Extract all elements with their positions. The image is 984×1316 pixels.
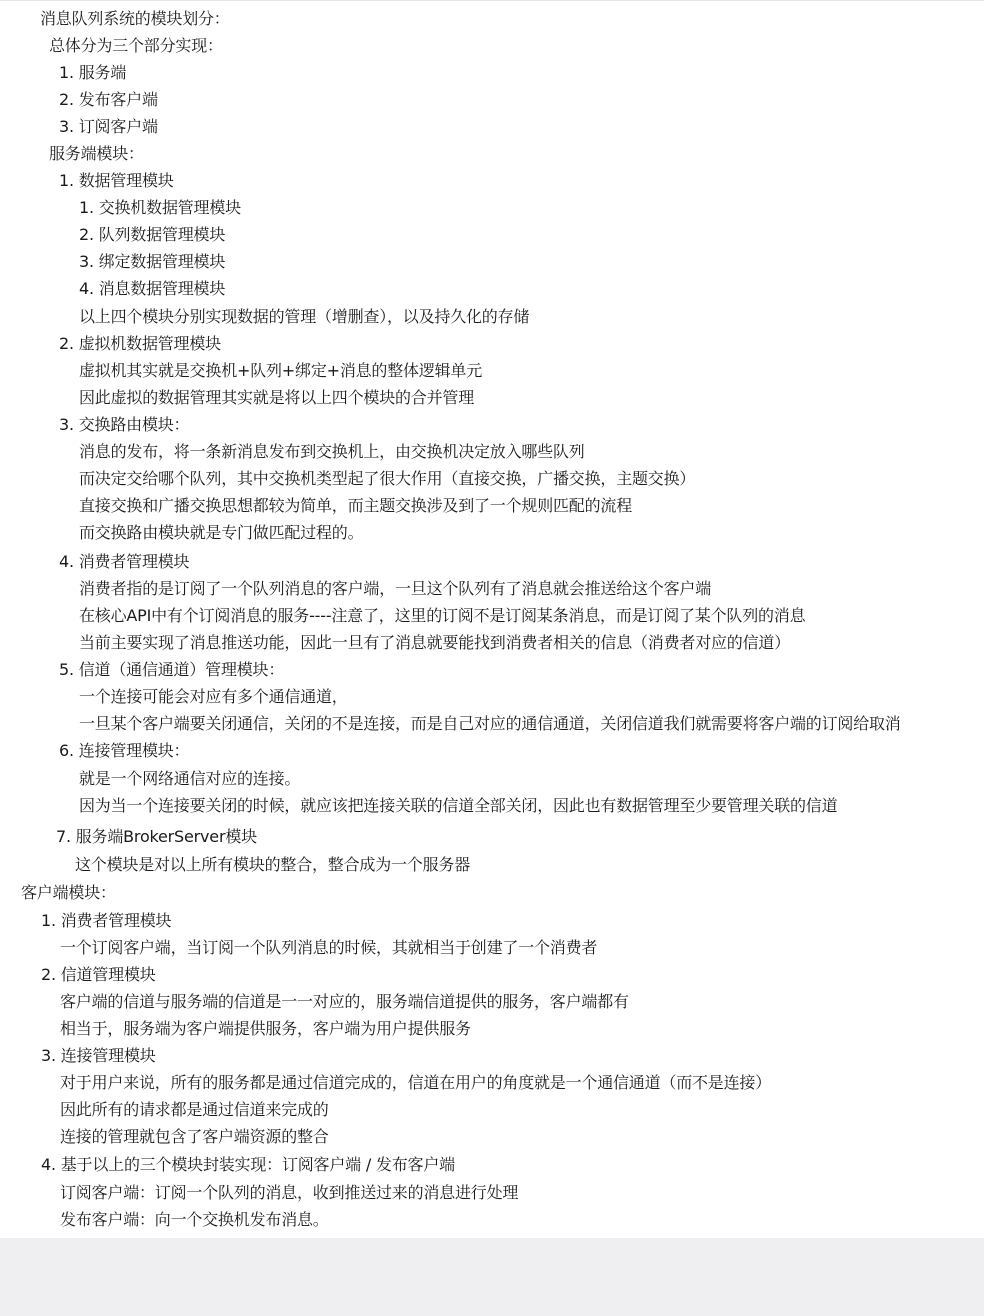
client-item-4-note-2: 发布客户端：向一个交换机发布消息。 [60, 1210, 329, 1229]
server-item-3-note-4: 而交换路由模块就是专门做匹配过程的。 [79, 523, 364, 542]
client-item-4: 4. 基于以上的三个模块封装实现：订阅客户端 / 发布客户端 [41, 1155, 455, 1174]
server-item-5: 5. 信道（通信通道）管理模块： [59, 660, 285, 679]
client-item-2: 2. 信道管理模块 [41, 965, 156, 984]
client-item-2-note-1: 客户端的信道与服务端的信道是一一对应的，服务端信道提供的服务，客户端都有 [60, 992, 629, 1011]
server-item-6-note-2: 因为当一个连接要关闭的时候，就应该把连接关联的信道全部关闭，因此也有数据管理至少要管理关联的信道 [79, 796, 838, 815]
overview-item-1: 1. 服务端 [59, 63, 127, 82]
server-item-1: 1. 数据管理模块 [59, 171, 174, 190]
server-item-3-note-2: 而决定交给哪个队列，其中交换机类型起了很大作用（直接交换，广播交换，主题交换） [79, 469, 696, 488]
server-item-3-note-3: 直接交换和广播交换思想都较为简单，而主题交换涉及到了一个规则匹配的流程 [79, 496, 633, 515]
client-item-2-note-2: 相当于，服务端为客户端提供服务，客户端为用户提供服务 [60, 1019, 471, 1038]
server-subitem-3: 3. 绑定数据管理模块 [79, 252, 226, 271]
server-item-3-note-1: 消息的发布，将一条新消息发布到交换机上，由交换机决定放入哪些队列 [79, 442, 585, 461]
server-item-1-note: 以上四个模块分别实现数据的管理（增删查），以及持久化的存储 [79, 307, 530, 326]
client-item-4-note-1: 订阅客户端：订阅一个队列的消息，收到推送过来的消息进行处理 [60, 1183, 519, 1202]
client-section-heading: 客户端模块： [21, 883, 116, 902]
server-subitem-1: 1. 交换机数据管理模块 [79, 198, 241, 217]
server-item-6: 6. 连接管理模块： [59, 741, 190, 760]
client-item-1: 1. 消费者管理模块 [41, 911, 172, 930]
server-item-2: 2. 虚拟机数据管理模块 [59, 334, 221, 353]
overview-item-2: 2. 发布客户端 [59, 90, 158, 109]
server-item-4-note-3: 当前主要实现了消息推送功能，因此一旦有了消息就要能找到消费者相关的信息（消费者对应的信道） [79, 633, 791, 652]
client-item-1-note: 一个订阅客户端，当订阅一个队列消息的时候，其就相当于创建了一个消费者 [60, 938, 598, 957]
server-item-5-note-2: 一旦某个客户端要关闭通信，关闭的不是连接，而是自己对应的通信通道，关闭信道我们就需要将客户端的订阅给取消 [79, 714, 901, 733]
client-item-3-note-2: 因此所有的请求都是通过信道来完成的 [60, 1100, 329, 1119]
client-item-3-note-1: 对于用户来说，所有的服务都是通过信道完成的，信道在用户的角度就是一个通信通道（而不是连接） [60, 1073, 772, 1092]
server-section-heading: 服务端模块： [49, 144, 144, 163]
overview-heading: 总体分为三个部分实现： [49, 36, 223, 55]
server-subitem-2: 2. 队列数据管理模块 [79, 225, 226, 244]
server-item-2-note-2: 因此虚拟的数据管理其实就是将以上四个模块的合并管理 [79, 388, 475, 407]
server-item-4: 4. 消费者管理模块 [59, 552, 190, 571]
doc-heading: 消息队列系统的模块划分： [40, 9, 230, 28]
client-item-3-note-3: 连接的管理就包含了客户端资源的整合 [60, 1127, 329, 1146]
server-item-3: 3. 交换路由模块： [59, 415, 190, 434]
client-item-3: 3. 连接管理模块 [41, 1046, 156, 1065]
server-item-7: 7. 服务端BrokerServer模块 [56, 827, 257, 846]
server-item-4-note-2: 在核心API中有个订阅消息的服务----注意了，这里的订阅不是订阅某条消息，而是订阅了某个队列的消息 [79, 606, 806, 625]
server-subitem-4: 4. 消息数据管理模块 [79, 279, 226, 298]
server-item-2-note-1: 虚拟机其实就是交换机+队列+绑定+消息的整体逻辑单元 [79, 361, 483, 380]
server-item-7-note: 这个模块是对以上所有模块的整合，整合成为一个服务器 [75, 855, 471, 874]
server-item-6-note-1: 就是一个网络通信对应的连接。 [79, 769, 301, 788]
server-item-5-note-1: 一个连接可能会对应有多个通信通道， [79, 687, 348, 706]
overview-item-3: 3. 订阅客户端 [59, 117, 158, 136]
server-item-4-note-1: 消费者指的是订阅了一个队列消息的客户端，一旦这个队列有了消息就会推送给这个客户端 [79, 579, 712, 598]
